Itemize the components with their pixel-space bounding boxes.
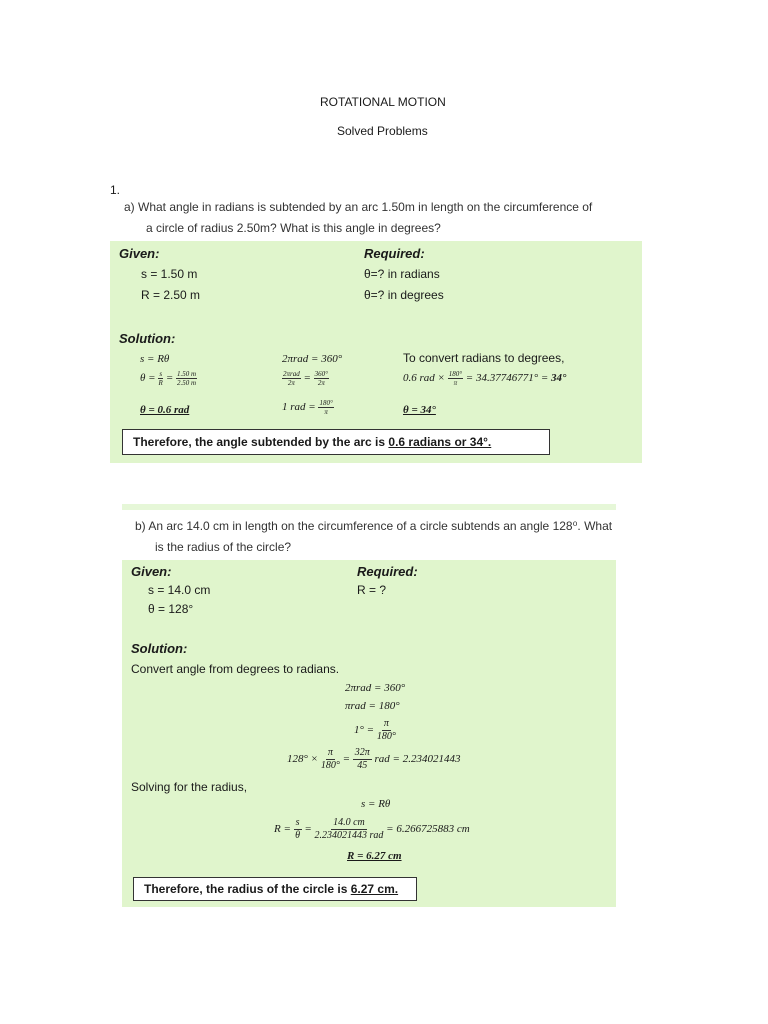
given-item: R = 2.50 m	[141, 288, 201, 302]
equation-s-r-theta: s = Rθ	[361, 798, 391, 810]
page-subtitle: Solved Problems	[337, 124, 428, 138]
part-b-question-line2: is the radius of the circle?	[155, 540, 292, 554]
result-radius: R = 6.27 cm	[347, 850, 402, 862]
solution-heading: Solution:	[119, 331, 176, 346]
equation-2pi-fraction: 2πrad 2π = $\frac{360^\circ}{2\pi}$	[283, 370, 328, 387]
conclusion-box	[122, 429, 550, 455]
given-heading: Given:	[131, 564, 172, 579]
equation-128-degrees: 128° × $\frac{\pi}{180^\circ}$ = $\frac{32\pi}{45}$ rad = 2.234021443	[287, 747, 461, 771]
given-item: s = 14.0 cm	[148, 583, 211, 597]
convert-heading: To convert radians to degrees,	[403, 351, 565, 365]
equation-pi-rad: πrad = 180°	[345, 700, 400, 712]
part-a-panel	[110, 241, 642, 463]
problem-number: 1.	[110, 183, 121, 197]
conclusion-text: Therefore, the radius of the circle is	[144, 882, 351, 896]
page-title: ROTATIONAL MOTION	[320, 95, 446, 109]
conclusion-box	[133, 877, 417, 901]
result-theta-degrees: θ = 34°	[403, 404, 436, 416]
convert-text: Convert angle from degrees to radians.	[131, 662, 340, 676]
conclusion-answer: 0.6 radians or 34°.	[388, 435, 492, 449]
equation-radius: R = $\frac{s}{\theta}$ = 14.0 cm 2.234021443 rad = 6.266725883 cm	[274, 817, 470, 841]
solution-heading: Solution:	[131, 641, 188, 656]
solving-text: Solving for the radius,	[131, 780, 248, 794]
equation-1-degree: 1° = $\frac{\pi}{180^\circ}$	[354, 718, 396, 742]
part-a-question-line1: a) What angle in radians is subtended by an arc 1.50m in length on the circumference of	[124, 200, 593, 214]
conclusion-answer: 6.27 cm.	[350, 882, 399, 896]
equation-1-rad: 1 rad = $\frac{180^\circ}{\pi}$	[282, 399, 333, 416]
given-item: θ = 128°	[148, 602, 194, 616]
equation-s-r-theta: s = Rθ	[140, 353, 170, 365]
required-heading: Required:	[357, 564, 418, 579]
equation-2pi-rad: 2πrad = 360°	[345, 682, 406, 694]
required-item: θ=? in radians	[364, 267, 440, 281]
required-item: θ=? in degrees	[364, 288, 444, 302]
conclusion-text: Therefore, the angle subtended by the arc is	[133, 435, 389, 449]
separator-strip	[122, 504, 616, 510]
given-heading: Given:	[119, 246, 160, 261]
required-item: R = ?	[357, 583, 387, 597]
required-heading: Required:	[364, 246, 425, 261]
equation-2pi-rad: 2πrad = 360°	[282, 353, 343, 365]
part-b-panel	[122, 560, 616, 907]
part-b-question-line1: b) An arc 14.0 cm in length on the circumference of a circle subtends an angle 128⁰. What	[135, 519, 613, 533]
part-a-question-line2: a circle of radius 2.50m? What is this angle in degrees?	[146, 221, 441, 235]
result-theta-radians: θ = 0.6 rad	[140, 404, 190, 416]
given-item: s = 1.50 m	[141, 267, 198, 281]
equation-theta-fraction: θ = $\frac{s}{R}$ = $\frac{1.50 m}{2.50 m}$	[140, 370, 197, 387]
equation-rad-to-deg: 0.6 rad × $\frac{180^\circ}{\pi}$ = 34.37746771° = 34°	[403, 370, 567, 387]
